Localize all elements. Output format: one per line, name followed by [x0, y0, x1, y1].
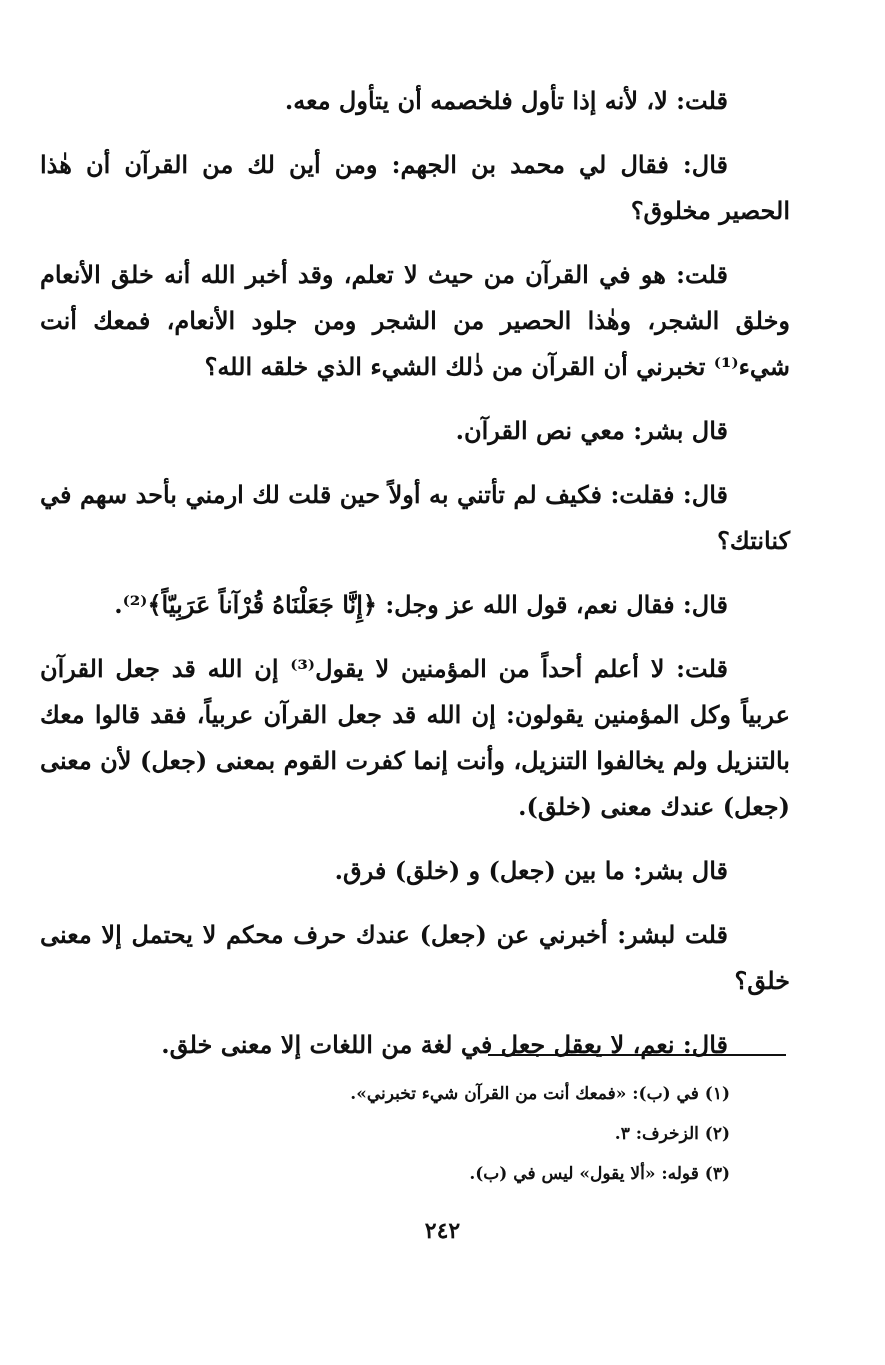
paragraph-8: قال بشر: ما بين (جعل) و (خلق) فرق.	[334, 856, 728, 885]
main-text	[40, 78, 790, 1082]
paragraph-9: قلت لبشر: أخبرني عن (جعل) عندك حرف محكم لا يحتمل إلا معنى خلق؟	[40, 920, 790, 995]
paragraph-7: قلت: لا أعلم أحداً من المؤمنين لا يقول⁽³⁾ إن الله قد جعل القرآن عربياً وكل المؤمنين يقولون: إن الله قد جعل القرآن عربياً، فقد قالوا معك بالتنزيل ولم يخالفوا التنزيل، وأنت إنما كفرت القوم بمعنى (جعل) لأن معنى (جعل) عندك معنى (خلق).	[40, 654, 790, 821]
paragraph-5: قال: فقلت: فكيف لم تأتني به أولاً حين قلت لك ارمني بأحد سهم في كنانتك؟	[40, 480, 790, 555]
paragraph-4: قال بشر: معي نص القرآن.	[455, 416, 728, 445]
footnote-1: (١) في (ب): «فمعك أنت من القرآن شيء تخبرني».	[350, 1084, 730, 1104]
paragraph-10: قال: نعم، لا يعقل جعل في لغة من اللغات إلا معنى خلق.	[161, 1030, 728, 1059]
footnote-3: (٣) قوله: «ألا يقول» ليس في (ب).	[469, 1164, 730, 1184]
paragraph-2: قال: فقال لي محمد بن الجهم: ومن أين لك من القرآن أن هٰذا الحصير مخلوق؟	[40, 150, 790, 225]
paragraph-3: قلت: هو في القرآن من حيث لا تعلم، وقد أخبر الله أنه خلق الأنعام وخلق الشجر، وهٰذا الحصير من الشجر ومن جلود الأنعام، فمعك أنت شيء⁽¹⁾ تخبرني أن القرآن من ذٰلك الشيء الذي خلقه الله؟	[40, 260, 790, 381]
footnote-divider	[488, 1054, 786, 1056]
footnote-2: (٢) الزخرف: ٣.	[614, 1124, 730, 1144]
footnotes	[300, 1074, 730, 1194]
paragraph-1: قلت: لا، لأنه إذا تأول فلخصمه أن يتأول معه.	[284, 86, 728, 115]
paragraph-6: قال: فقال نعم، قول الله عز وجل: ﴿إِنَّا جَعَلْنَاهُ قُرْآناً عَرَبِيّاً﴾⁽²⁾.	[114, 590, 728, 619]
page-number: ٢٤٢	[424, 1218, 461, 1244]
